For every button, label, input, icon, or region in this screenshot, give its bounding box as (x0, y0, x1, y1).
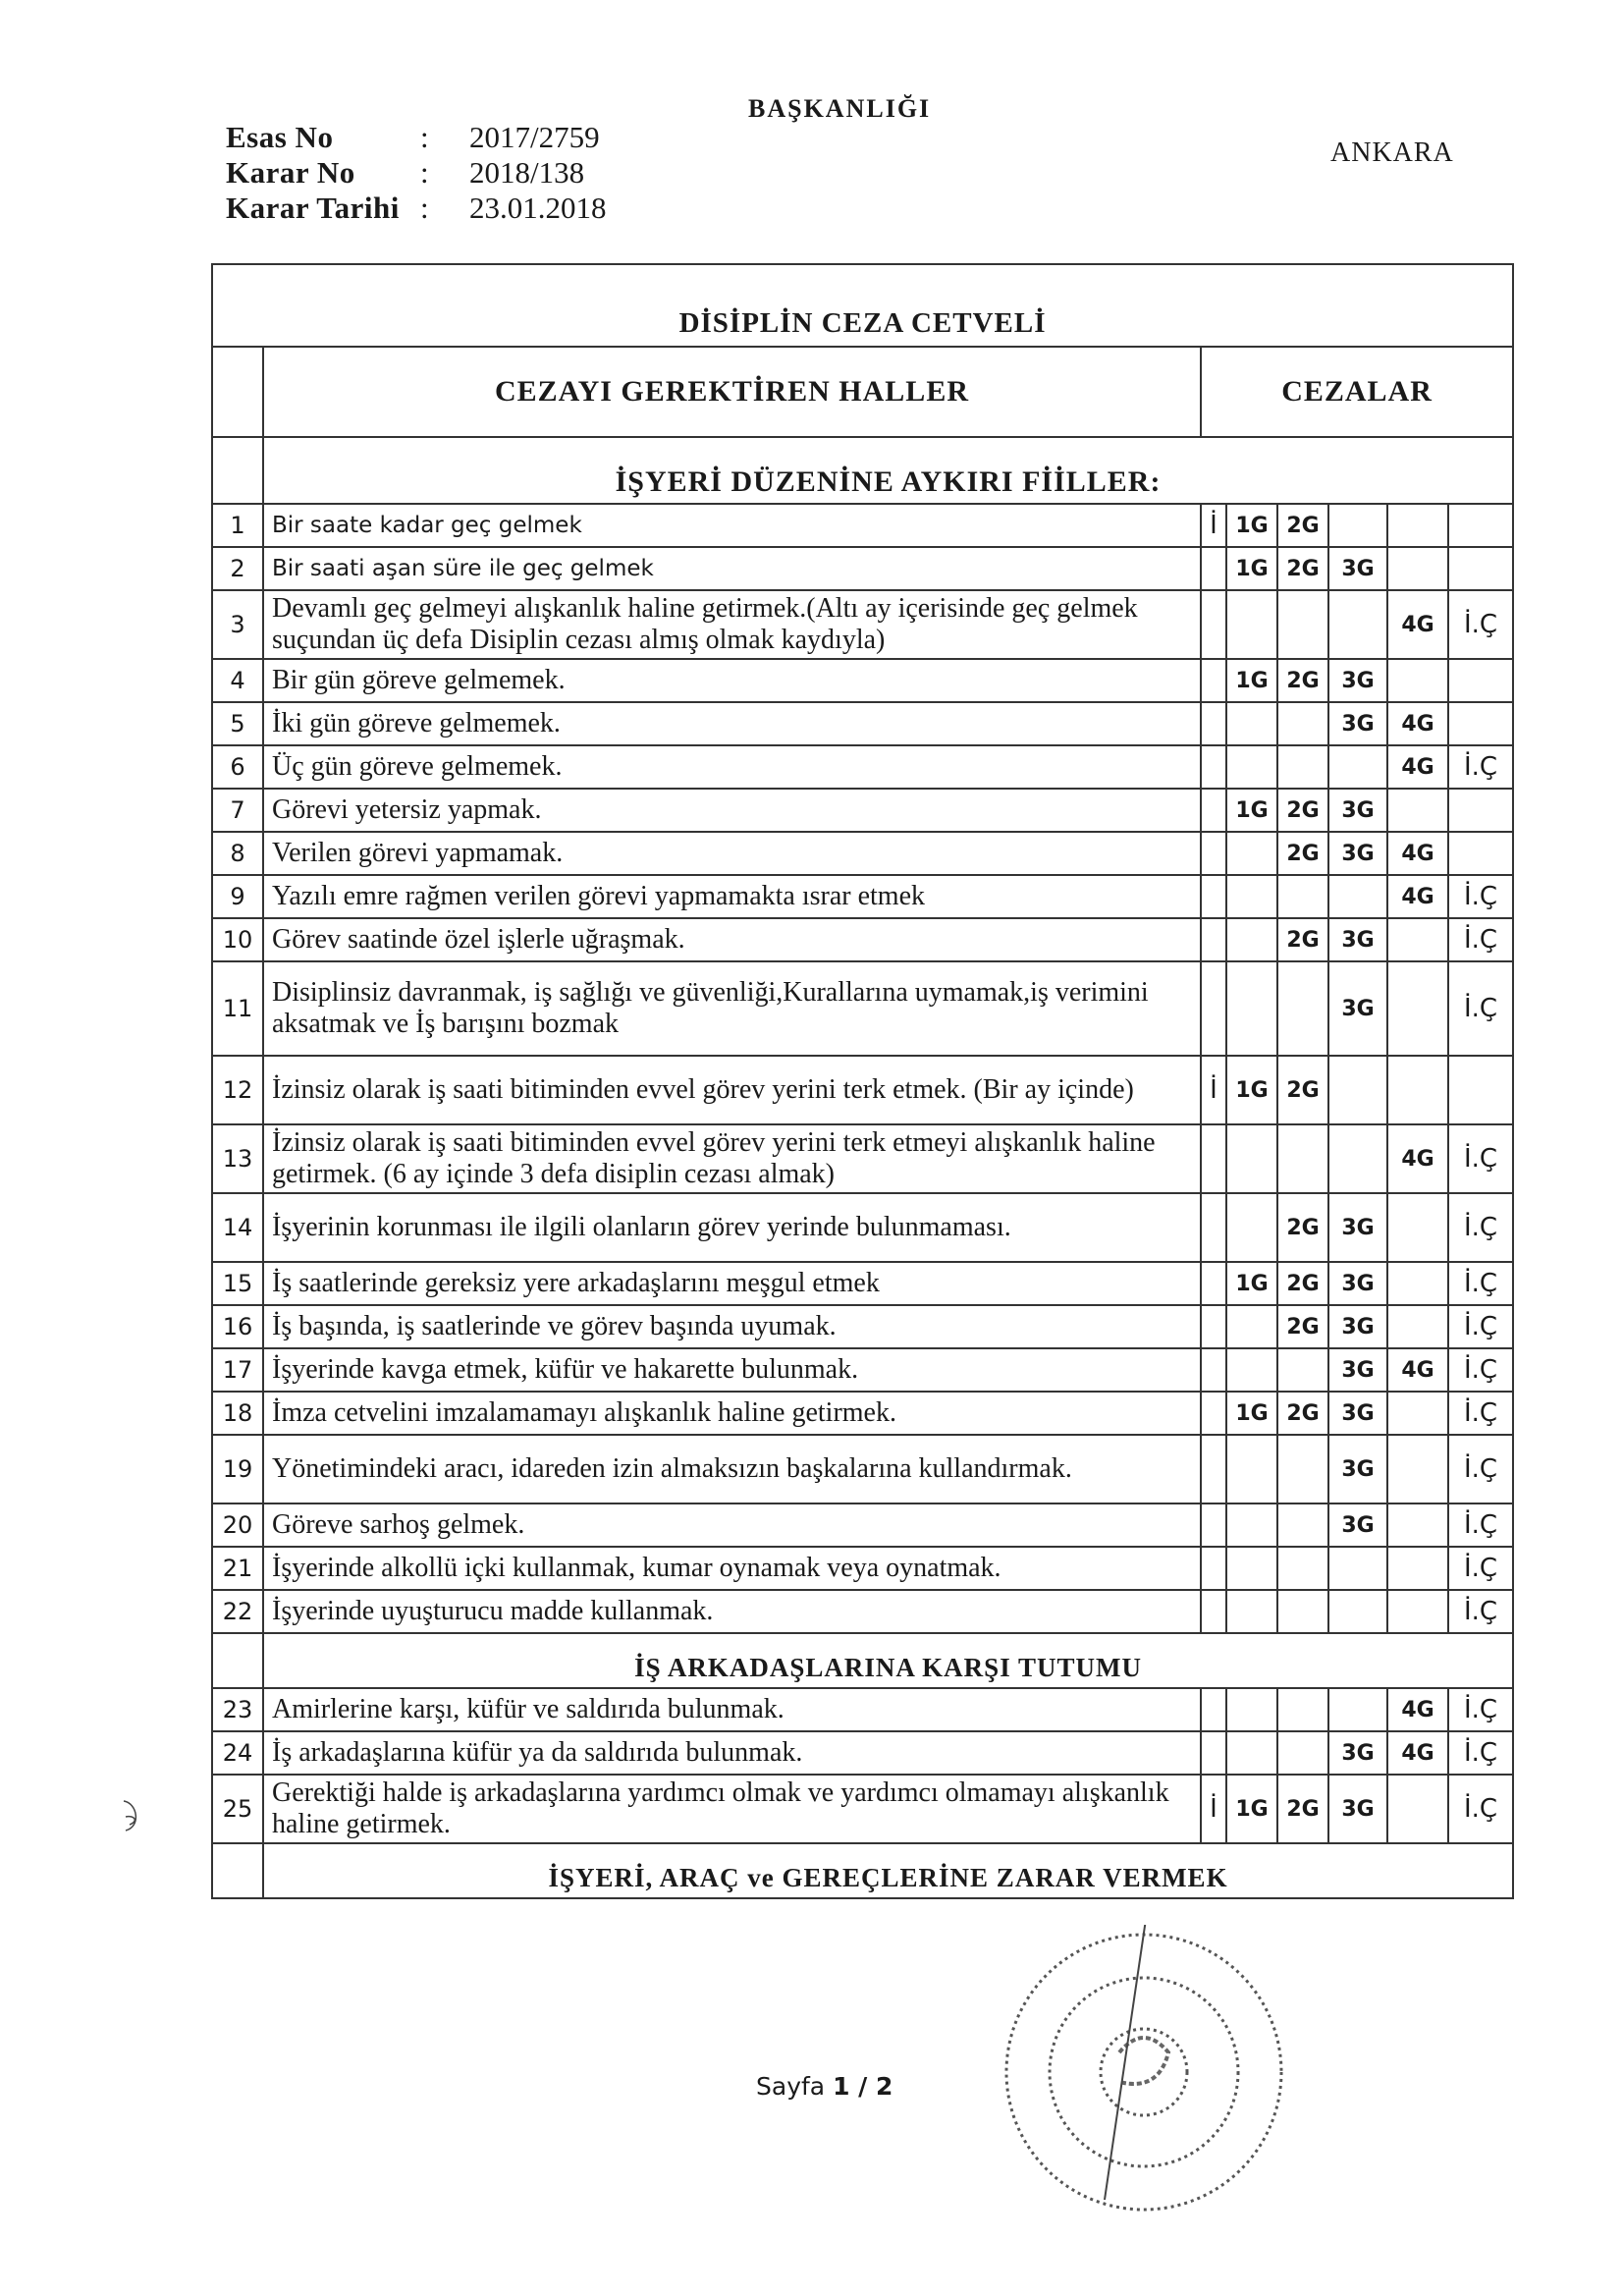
table-row (212, 1435, 1513, 1503)
row-number: 23 (212, 1688, 263, 1731)
offense-description: İzinsiz olarak iş saati bitiminden evvel görev yerini terk etmek. (Bir ay içinde) (263, 1056, 1201, 1124)
penalty-cell (1201, 832, 1226, 875)
row-number: 14 (212, 1193, 263, 1262)
penalty-cell: İ.Ç (1448, 1731, 1513, 1775)
penalty-cell: 1G (1226, 504, 1277, 547)
penalty-cell: 3G (1328, 1193, 1387, 1262)
penalty-cell (1201, 745, 1226, 789)
colon: : (420, 191, 429, 225)
penalty-cell (1277, 1547, 1328, 1590)
penalty-cell: İ.Ç (1448, 1124, 1513, 1193)
penalty-cell: İ.Ç (1448, 1348, 1513, 1392)
penalty-cell: İ.Ç (1448, 1688, 1513, 1731)
institution-name: BAŞKANLIĞI (748, 94, 932, 123)
penalty-cell: 2G (1277, 832, 1328, 875)
penalty-cell (1387, 1193, 1448, 1262)
penalty-cell: İ.Ç (1448, 1392, 1513, 1435)
penalty-cell: 4G (1387, 875, 1448, 918)
penalty-cell (1277, 1590, 1328, 1633)
offense-description: İş saatlerinde gereksiz yere arkadaşlarını meşgul etmek (263, 1262, 1201, 1305)
table-row (212, 1305, 1513, 1348)
penalty-cell: 4G (1387, 1124, 1448, 1193)
offense-description: Üç gün göreve gelmemek. (263, 745, 1201, 789)
penalty-cell (1277, 1124, 1328, 1193)
penalty-cell (1201, 1688, 1226, 1731)
penalty-cell: 3G (1328, 1503, 1387, 1547)
penalty-cell: 3G (1328, 1731, 1387, 1775)
penalty-cell (1387, 1056, 1448, 1124)
penalty-cell: İ.Ç (1448, 961, 1513, 1056)
empty-cell (212, 437, 263, 504)
penalty-cell: 3G (1328, 961, 1387, 1056)
penalty-cell (1226, 1124, 1277, 1193)
table-row (212, 504, 1513, 547)
penalty-cell: 2G (1277, 789, 1328, 832)
offense-description: İşyerinde alkollü içki kullanmak, kumar oynamak veya oynatmak. (263, 1547, 1201, 1590)
penalty-cell (1201, 702, 1226, 745)
table-row (212, 547, 1513, 590)
penalty-cell (1201, 1590, 1226, 1633)
penalty-cell (1226, 1305, 1277, 1348)
penalty-cell (1277, 702, 1328, 745)
row-number: 18 (212, 1392, 263, 1435)
penalty-cell (1387, 1435, 1448, 1503)
row-number: 11 (212, 961, 263, 1056)
table-row (212, 789, 1513, 832)
row-number: 7 (212, 789, 263, 832)
empty-cell (212, 347, 263, 437)
row-number: 12 (212, 1056, 263, 1124)
row-number: 13 (212, 1124, 263, 1193)
penalty-cell (1387, 961, 1448, 1056)
page-label: Sayfa (756, 2072, 826, 2101)
penalty-cell: İ.Ç (1448, 590, 1513, 659)
row-number: 15 (212, 1262, 263, 1305)
penalty-cell: 4G (1387, 832, 1448, 875)
penalty-cell: 1G (1226, 1056, 1277, 1124)
offense-description: Disiplinsiz davranmak, iş sağlığı ve güvenliği,Kurallarına uymamak,iş verimini aksatmak ve İş barışını bozmak (263, 961, 1201, 1056)
penalty-cell (1226, 702, 1277, 745)
penalty-cell (1328, 1124, 1387, 1193)
offense-description: Yazılı emre rağmen verilen görevi yapmamakta ısrar etmek (263, 875, 1201, 918)
penalty-cell: İ.Ç (1448, 1435, 1513, 1503)
penalty-cell: İ (1201, 504, 1226, 547)
penalty-cell (1201, 789, 1226, 832)
penalty-cell (1448, 702, 1513, 745)
page-number: 1 / 2 (833, 2072, 893, 2101)
penalty-cell: 2G (1277, 1392, 1328, 1435)
row-number: 1 (212, 504, 263, 547)
penalty-cell: 4G (1387, 745, 1448, 789)
penalty-cell (1226, 1435, 1277, 1503)
penalty-cell (1226, 745, 1277, 789)
table-row (212, 918, 1513, 961)
penalty-cell (1277, 1348, 1328, 1392)
row-number: 16 (212, 1305, 263, 1348)
row-number: 3 (212, 590, 263, 659)
penalty-cell: 3G (1328, 1775, 1387, 1843)
section-heading: İŞ ARKADAŞLARINA KARŞI TUTUMU (263, 1633, 1513, 1688)
penalty-cell (1201, 1435, 1226, 1503)
penalty-cell (1201, 1305, 1226, 1348)
penalty-cell (1201, 1193, 1226, 1262)
penalty-cell: 3G (1328, 832, 1387, 875)
offense-description: Verilen görevi yapmamak. (263, 832, 1201, 875)
penalty-cell (1448, 504, 1513, 547)
penalty-cell (1328, 1590, 1387, 1633)
row-number: 22 (212, 1590, 263, 1633)
penalty-cell (1226, 1547, 1277, 1590)
penalty-cell: 2G (1277, 547, 1328, 590)
penalty-cell (1201, 1348, 1226, 1392)
penalty-cell (1226, 1590, 1277, 1633)
case-meta-row (226, 120, 607, 155)
penalty-cell: 1G (1226, 547, 1277, 590)
page-footer (756, 2072, 893, 2101)
section-heading: İŞYERİ, ARAÇ ve GEREÇLERİNE ZARAR VERMEK (263, 1843, 1513, 1898)
penalty-cell: İ.Ç (1448, 1775, 1513, 1843)
table-row (212, 659, 1513, 702)
penalty-cell (1387, 1305, 1448, 1348)
row-number: 25 (212, 1775, 263, 1843)
penalty-cell: 3G (1328, 659, 1387, 702)
offense-description: Göreve sarhoş gelmek. (263, 1503, 1201, 1547)
penalty-cell: 3G (1328, 1262, 1387, 1305)
row-number: 8 (212, 832, 263, 875)
penalty-cell: 1G (1226, 1262, 1277, 1305)
penalty-cell: 2G (1277, 1305, 1328, 1348)
penalty-cell: 3G (1328, 1305, 1387, 1348)
penalty-cell (1328, 745, 1387, 789)
karar-tarihi-label: Karar Tarihi (226, 191, 400, 225)
penalty-cell (1277, 1731, 1328, 1775)
row-number: 5 (212, 702, 263, 745)
penalty-cell: İ.Ç (1448, 1547, 1513, 1590)
empty-cell (212, 1843, 263, 1898)
empty-cell (212, 1633, 263, 1688)
case-meta-row (226, 191, 607, 226)
penalty-cell: 2G (1277, 1262, 1328, 1305)
penalty-cell: 1G (1226, 789, 1277, 832)
offense-description: Görev saatinde özel işlerle uğraşmak. (263, 918, 1201, 961)
row-number: 6 (212, 745, 263, 789)
penalty-cell: 3G (1328, 702, 1387, 745)
penalty-cell (1387, 547, 1448, 590)
row-number: 19 (212, 1435, 263, 1503)
offense-description: Amirlerine karşı, küfür ve saldırıda bulunmak. (263, 1688, 1201, 1731)
penalty-cell: 4G (1387, 590, 1448, 659)
penalty-cell: İ.Ç (1448, 1193, 1513, 1262)
penalty-cell (1226, 1731, 1277, 1775)
penalty-cell (1226, 918, 1277, 961)
penalty-cell (1448, 659, 1513, 702)
penalty-cell (1201, 547, 1226, 590)
penalty-cell: 4G (1387, 1688, 1448, 1731)
penalty-cell (1201, 1262, 1226, 1305)
table-title: DİSİPLİN CEZA CETVELİ (212, 264, 1513, 347)
penalty-cell: 3G (1328, 547, 1387, 590)
penalty-cell (1387, 1775, 1448, 1843)
offense-description: Görevi yetersiz yapmak. (263, 789, 1201, 832)
penalty-cell (1201, 1731, 1226, 1775)
penalty-cell: İ.Ç (1448, 875, 1513, 918)
table-row (212, 1193, 1513, 1262)
penalty-cell (1387, 1392, 1448, 1435)
offense-description: İşyerinde uyuşturucu madde kullanmak. (263, 1590, 1201, 1633)
penalty-cell: 3G (1328, 1435, 1387, 1503)
penalty-cell (1387, 1547, 1448, 1590)
table-row (212, 1688, 1513, 1731)
penalty-cell: İ.Ç (1448, 1305, 1513, 1348)
penalty-cell: İ (1201, 1056, 1226, 1124)
table-row (212, 875, 1513, 918)
penalty-cell (1328, 875, 1387, 918)
table-row (212, 702, 1513, 745)
row-number: 10 (212, 918, 263, 961)
penalty-cell (1277, 961, 1328, 1056)
table-row (212, 590, 1513, 659)
penalty-cell (1277, 1503, 1328, 1547)
penalty-cell: 2G (1277, 659, 1328, 702)
penalty-cell (1448, 547, 1513, 590)
penalty-cell (1277, 1435, 1328, 1503)
handwritten-margin-mark (118, 1797, 147, 1836)
offense-description: İşyerinin korunması ile ilgili olanların görev yerinde bulunmaması. (263, 1193, 1201, 1262)
table-row (212, 1547, 1513, 1590)
penalty-cell: 4G (1387, 1348, 1448, 1392)
offense-description: İşyerinde kavga etmek, küfür ve hakarette bulunmak. (263, 1348, 1201, 1392)
penalty-cell (1201, 659, 1226, 702)
table-row (212, 1262, 1513, 1305)
offense-description: İş başında, iş saatlerinde ve görev başında uyumak. (263, 1305, 1201, 1348)
row-number: 9 (212, 875, 263, 918)
penalty-cell (1387, 1262, 1448, 1305)
penalty-cell (1387, 659, 1448, 702)
official-seal-stamp (997, 1925, 1291, 2219)
penalty-cell: 2G (1277, 504, 1328, 547)
table-row (212, 1590, 1513, 1633)
penalty-cell (1448, 789, 1513, 832)
section-heading: İŞYERİ DÜZENİNE AYKIRI FİİLLER: (263, 437, 1513, 504)
offense-description: Yönetimindeki aracı, idareden izin almaksızın başkalarına kullandırmak. (263, 1435, 1201, 1503)
penalty-cell: 2G (1277, 1775, 1328, 1843)
penalty-cell (1226, 875, 1277, 918)
penalty-cell: 3G (1328, 1392, 1387, 1435)
penalty-cell (1226, 1348, 1277, 1392)
penalty-cell (1328, 1688, 1387, 1731)
table-row (212, 1775, 1513, 1843)
table-row (212, 1503, 1513, 1547)
case-meta-row (226, 155, 607, 191)
penalty-cell (1387, 789, 1448, 832)
penalty-cell: İ.Ç (1448, 745, 1513, 789)
column-header-cases: CEZAYI GEREKTİREN HALLER (263, 347, 1201, 437)
offense-description: Gerektiği halde iş arkadaşlarına yardımcı olmak ve yardımcı olmamayı alışkanlık haline getirmek. (263, 1775, 1201, 1843)
penalty-cell (1226, 832, 1277, 875)
penalty-cell: 3G (1328, 1348, 1387, 1392)
row-number: 20 (212, 1503, 263, 1547)
esas-no-value: 2017/2759 (469, 120, 600, 154)
penalty-cell (1201, 1547, 1226, 1590)
table-row (212, 1124, 1513, 1193)
penalty-cell: İ.Ç (1448, 1590, 1513, 1633)
offense-description: Bir saate kadar geç gelmek (263, 504, 1201, 547)
penalty-cell (1277, 875, 1328, 918)
table-row (212, 1348, 1513, 1392)
penalty-cell (1201, 1124, 1226, 1193)
table-row (212, 1392, 1513, 1435)
table-row (212, 961, 1513, 1056)
penalty-cell (1328, 504, 1387, 547)
esas-no-label: Esas No (226, 120, 334, 154)
penalty-cell (1387, 1503, 1448, 1547)
penalty-cell (1226, 1193, 1277, 1262)
penalty-cell (1201, 1392, 1226, 1435)
penalty-cell: 2G (1277, 1056, 1328, 1124)
penalty-cell (1226, 961, 1277, 1056)
karar-no-value: 2018/138 (469, 155, 585, 190)
penalty-cell (1387, 918, 1448, 961)
case-meta (226, 120, 607, 226)
table-row (212, 745, 1513, 789)
offense-description: Bir saati aşan süre ile geç gelmek (263, 547, 1201, 590)
row-number: 24 (212, 1731, 263, 1775)
penalty-cell (1328, 590, 1387, 659)
karar-no-label: Karar No (226, 155, 355, 190)
penalty-cell (1277, 590, 1328, 659)
penalty-cell (1387, 1590, 1448, 1633)
penalty-cell: İ.Ç (1448, 1262, 1513, 1305)
penalty-cell (1328, 1547, 1387, 1590)
penalty-cell: 2G (1277, 918, 1328, 961)
penalty-cell: 4G (1387, 702, 1448, 745)
offense-description: Devamlı geç gelmeyi alışkanlık haline getirmek.(Altı ay içerisinde geç gelmek suçundan üç defa Disiplin cezası almış olmak kaydıyla) (263, 590, 1201, 659)
offense-description: İş arkadaşlarına küfür ya da saldırıda bulunmak. (263, 1731, 1201, 1775)
penalty-cell: İ.Ç (1448, 918, 1513, 961)
penalty-cell (1277, 745, 1328, 789)
colon: : (420, 155, 429, 190)
penalty-cell (1201, 961, 1226, 1056)
table-row (212, 832, 1513, 875)
offense-description: İzinsiz olarak iş saati bitiminden evvel görev yerini terk etmeyi alışkanlık haline getirmek. (6 ay içinde 3 defa disiplin cezası almak) (263, 1124, 1201, 1193)
offense-description: Bir gün göreve gelmemek. (263, 659, 1201, 702)
penalty-cell (1201, 918, 1226, 961)
offense-description: İmza cetvelini imzalamamayı alışkanlık haline getirmek. (263, 1392, 1201, 1435)
penalty-table (211, 263, 1514, 1899)
penalty-cell (1201, 875, 1226, 918)
penalty-cell (1448, 832, 1513, 875)
penalty-cell (1277, 1688, 1328, 1731)
penalty-cell (1328, 1056, 1387, 1124)
table-row (212, 1731, 1513, 1775)
penalty-cell: 2G (1277, 1193, 1328, 1262)
penalty-cell: 4G (1387, 1731, 1448, 1775)
karar-tarihi-value: 23.01.2018 (469, 191, 607, 225)
penalty-cell: 1G (1226, 1775, 1277, 1843)
penalty-cell: 3G (1328, 789, 1387, 832)
penalty-cell (1387, 504, 1448, 547)
penalty-cell: 1G (1226, 659, 1277, 702)
column-header-penalties: CEZALAR (1201, 347, 1513, 437)
penalty-cell: İ.Ç (1448, 1503, 1513, 1547)
colon: : (420, 120, 429, 154)
row-number: 2 (212, 547, 263, 590)
penalty-cell: İ (1201, 1775, 1226, 1843)
row-number: 17 (212, 1348, 263, 1392)
table-row (212, 1056, 1513, 1124)
penalty-cell (1226, 590, 1277, 659)
city-name: ANKARA (1330, 137, 1454, 168)
row-number: 4 (212, 659, 263, 702)
offense-description: İki gün göreve gelmemek. (263, 702, 1201, 745)
penalty-cell (1226, 1503, 1277, 1547)
penalty-cell (1226, 1688, 1277, 1731)
penalty-cell: 1G (1226, 1392, 1277, 1435)
penalty-cell (1201, 590, 1226, 659)
penalty-cell (1448, 1056, 1513, 1124)
penalty-cell (1201, 1503, 1226, 1547)
penalty-cell: 3G (1328, 918, 1387, 961)
row-number: 21 (212, 1547, 263, 1590)
